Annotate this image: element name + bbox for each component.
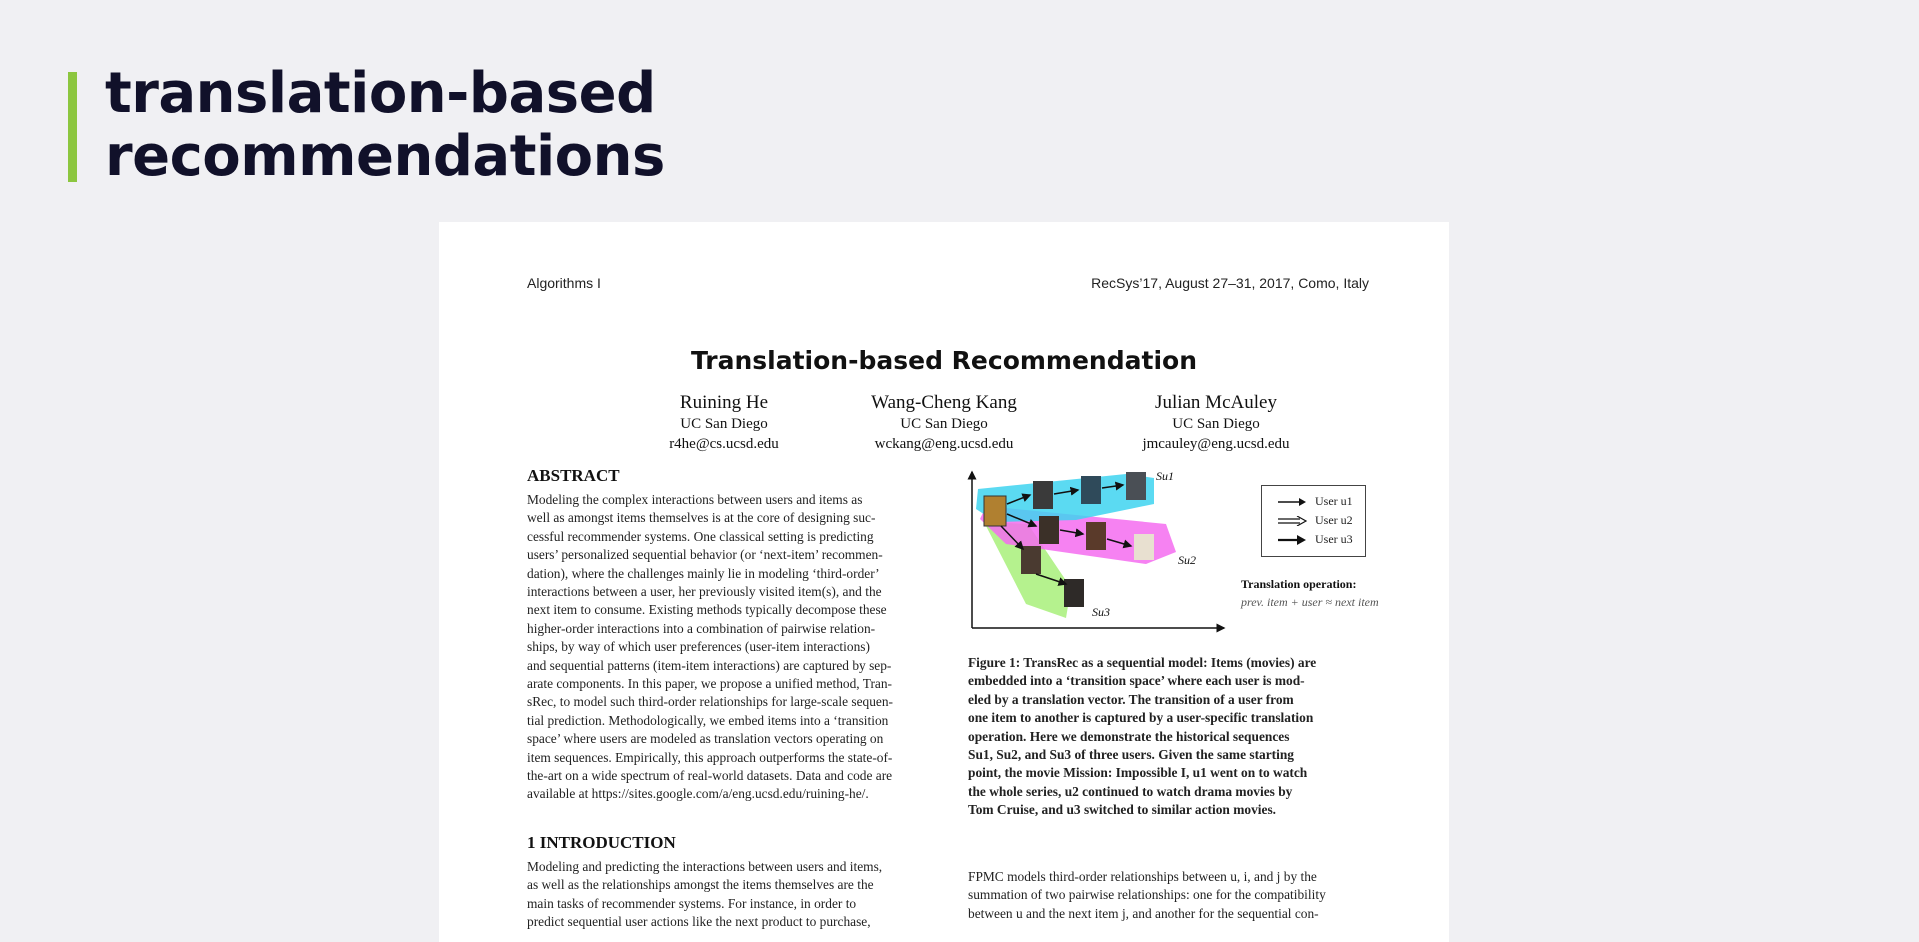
body-text-line: summation of two pairwise relationships: one for the compatibility bbox=[968, 887, 1326, 903]
translation-operation-title: Translation operation: bbox=[1241, 577, 1357, 591]
legend-item-u2 bbox=[1277, 513, 1353, 528]
title-accent-bar bbox=[68, 72, 77, 182]
abstract-line: tial prediction. Methodologically, we embed items into a ‘transition bbox=[527, 712, 889, 728]
figure-1 bbox=[966, 464, 1386, 634]
movie-thumbnail bbox=[1081, 476, 1101, 504]
caption-line: operation. Here we demonstrate the historical sequences bbox=[968, 728, 1290, 744]
sequence-label-u2: Su2 bbox=[1178, 553, 1196, 567]
author-affiliation: UC San Diego bbox=[900, 416, 988, 432]
introduction-heading: 1 INTRODUCTION bbox=[527, 833, 676, 852]
movie-thumbnail bbox=[1134, 534, 1154, 560]
caption-line: point, the movie Mission: Impossible I, u1 went on to watch bbox=[968, 765, 1308, 781]
abstract-line: item sequences. Empirically, this approach outperforms the state-of- bbox=[527, 749, 893, 765]
paper-title: Translation-based Recommendation bbox=[690, 346, 1197, 375]
author-email: wckang@eng.ucsd.edu bbox=[874, 436, 1014, 452]
legend-label: User u2 bbox=[1315, 513, 1353, 527]
movie-thumbnail bbox=[1086, 522, 1106, 550]
caption-line: Su1, Su2, and Su3 of three users. Given the same starting bbox=[968, 747, 1294, 762]
abstract-line: next item to consume. Existing methods typically decompose these bbox=[527, 602, 887, 618]
legend-label: User u1 bbox=[1315, 494, 1353, 508]
abstract-line: interactions between a user, her previously visited item(s), and the bbox=[527, 584, 882, 599]
caption-line: Tom Cruise, and u3 switched to similar action movies. bbox=[968, 802, 1276, 818]
intro-line: predict sequential user actions like the next product to purchase, bbox=[527, 914, 871, 930]
movie-thumbnail bbox=[1064, 579, 1084, 607]
paper-header-left: Algorithms I bbox=[527, 275, 601, 291]
abstract-line: arate components. In this paper, we propose a unified method, Tran- bbox=[527, 676, 893, 691]
translation-operation-equation: prev. item + user ≈ next item bbox=[1241, 595, 1379, 609]
movie-thumbnail bbox=[1039, 516, 1059, 544]
movie-thumbnail bbox=[1033, 481, 1053, 509]
slide-title-line-2: recommendations bbox=[105, 124, 665, 189]
author-name: Wang-Cheng Kang bbox=[871, 392, 1017, 413]
author-email: jmcauley@eng.ucsd.edu bbox=[1142, 436, 1290, 452]
author-block bbox=[814, 392, 1074, 454]
caption-line: eled by a translation vector. The transition of a user from bbox=[968, 691, 1294, 707]
paper-header-right: RecSys’17, August 27–31, 2017, Como, Italy bbox=[1091, 275, 1369, 291]
author-block bbox=[1086, 392, 1346, 454]
caption-line: the whole series, u2 continued to watch drama movies by bbox=[968, 783, 1293, 799]
intro-line: Modeling and predicting the interactions between users and items, bbox=[527, 859, 883, 874]
abstract-line: sRec, to model such third-order relationships for large-scale sequen- bbox=[527, 694, 894, 710]
intro-line: main tasks of recommender systems. For instance, in order to bbox=[527, 895, 857, 911]
caption-line: embedded into a ‘transition space’ where each user is mod- bbox=[968, 673, 1305, 689]
author-email: r4he@cs.ucsd.edu bbox=[669, 436, 779, 452]
abstract-line: Modeling the complex interactions between users and items as bbox=[527, 492, 863, 507]
double-arrow-icon bbox=[1277, 516, 1307, 526]
movie-thumbnail bbox=[984, 496, 1006, 526]
paper-page-image bbox=[439, 222, 1449, 942]
movie-thumbnail bbox=[1021, 546, 1041, 574]
thick-arrow-icon bbox=[1277, 535, 1307, 545]
abstract-line: dation), where the challenges mainly lie in modeling ‘third-order’ bbox=[527, 565, 880, 581]
abstract-heading: ABSTRACT bbox=[527, 466, 620, 485]
slide-title bbox=[105, 62, 665, 188]
transition-space-diagram bbox=[966, 464, 1236, 634]
sequence-label-u1: Su1 bbox=[1156, 469, 1174, 483]
author-affiliation: UC San Diego bbox=[1172, 416, 1260, 432]
legend-item-u3 bbox=[1277, 532, 1353, 547]
abstract-line: users’ personalized sequential behavior (or ‘next-item’ recommen- bbox=[527, 547, 883, 563]
legend-label: User u3 bbox=[1315, 532, 1353, 546]
author-name: Julian McAuley bbox=[1155, 392, 1277, 413]
abstract-line: ships, by way of which user preferences (user-item interactions) bbox=[527, 639, 870, 655]
caption-line: one item to another is captured by a user-specific translation bbox=[968, 710, 1314, 726]
abstract-line: cessful recommender systems. One classical setting is predicting bbox=[527, 528, 874, 544]
legend-item-u1 bbox=[1277, 494, 1353, 509]
intro-line: as well as the relationships amongst the items themselves are the bbox=[527, 877, 874, 893]
slide-title-line-1: translation-based bbox=[105, 61, 656, 126]
movie-thumbnail bbox=[1126, 472, 1146, 500]
caption-line: Figure 1: TransRec as a sequential model: Items (movies) are bbox=[968, 655, 1317, 670]
abstract-line: space’ where users are modeled as translation vectors operating on bbox=[527, 731, 884, 747]
body-text-line: FPMC models third-order relationships between u, i, and j by the bbox=[968, 869, 1317, 884]
abstract-line: available at https://sites.google.com/a/eng.ucsd.edu/ruining-he/. bbox=[527, 786, 869, 802]
body-text-line: between u and the next item j, and another for the sequential con- bbox=[968, 905, 1319, 921]
abstract-line: and sequential patterns (item-item interactions) are captured by sep- bbox=[527, 657, 892, 673]
author-affiliation: UC San Diego bbox=[680, 416, 768, 432]
single-arrow-icon bbox=[1277, 497, 1307, 507]
abstract-line: higher-order interactions into a combination of pairwise relation- bbox=[527, 620, 876, 636]
abstract-line: the-art on a wide spectrum of real-world datasets. Data and code are bbox=[527, 768, 893, 783]
author-name: Ruining He bbox=[679, 392, 769, 413]
figure-legend bbox=[1261, 485, 1366, 557]
sequence-label-u3: Su3 bbox=[1092, 605, 1110, 619]
abstract-line: well as amongst items themselves is at the core of designing suc- bbox=[527, 510, 876, 526]
